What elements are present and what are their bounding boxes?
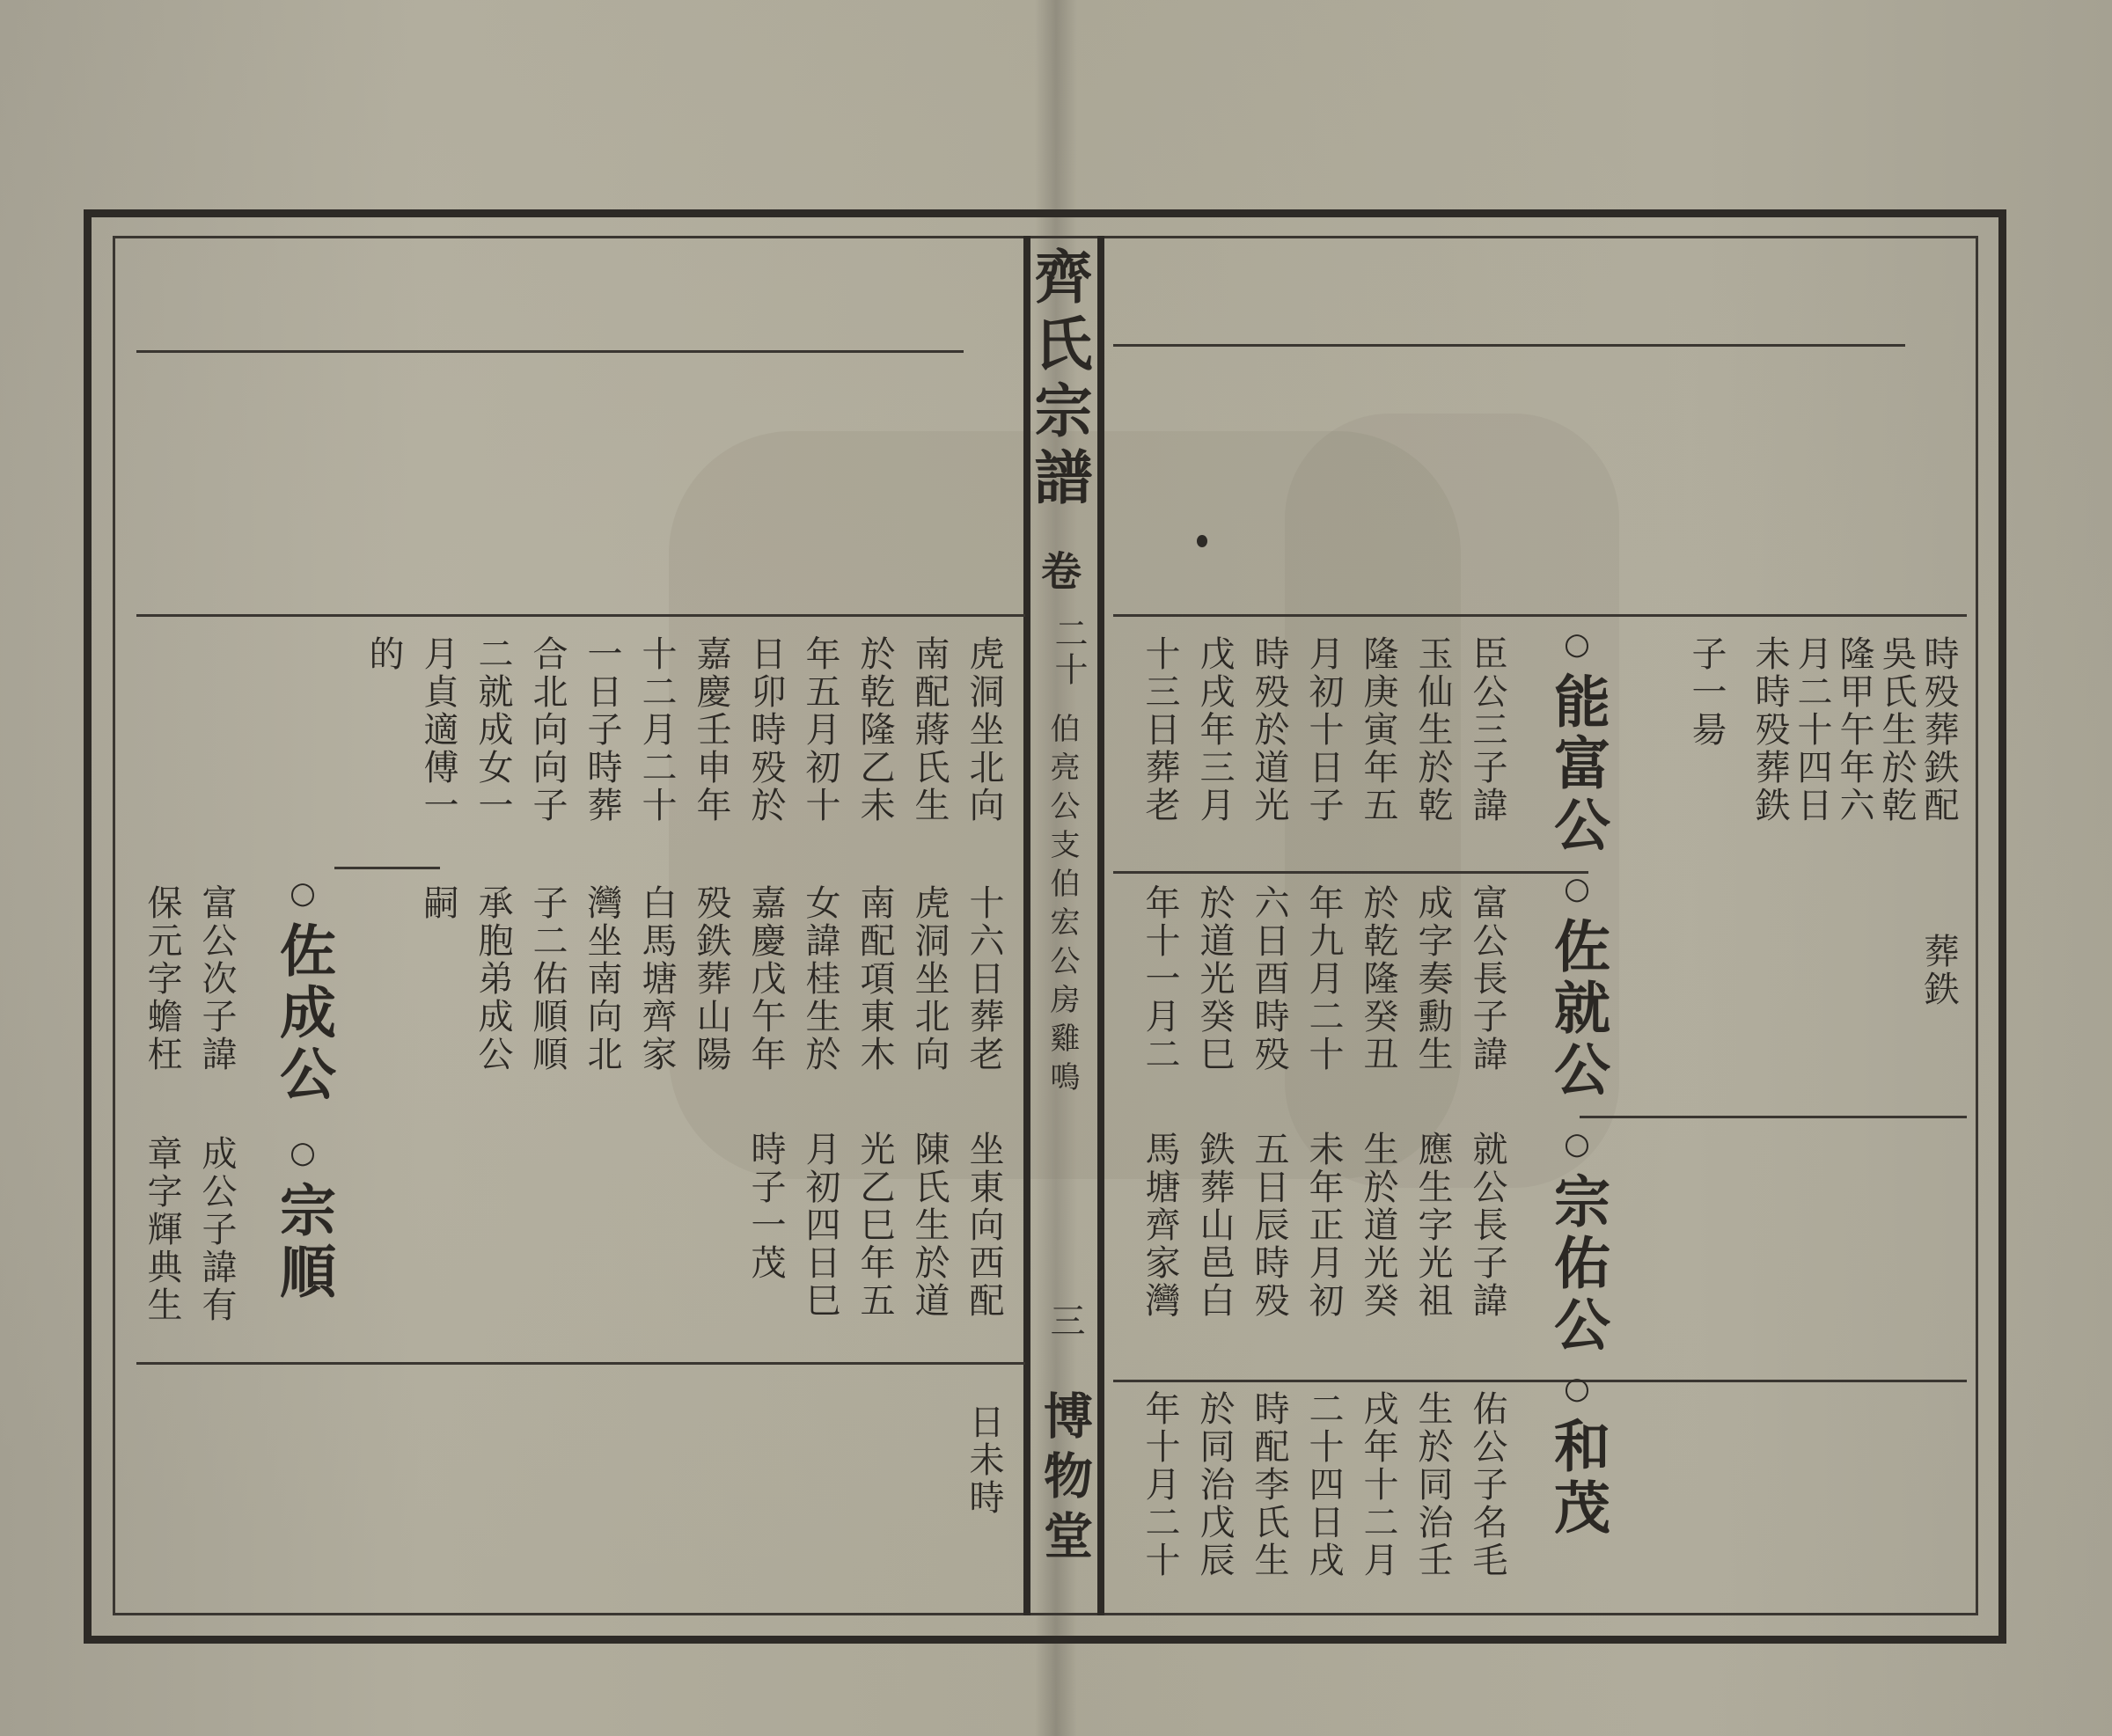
fu-entry-col-3: 隆庚寅年五 — [1358, 635, 1398, 824]
left-lower-col-11: 嗣 — [418, 884, 458, 922]
rule-right-bottom — [1113, 1380, 1967, 1382]
he-entry-col-4: 二十四日戌 — [1303, 1390, 1344, 1579]
left-lower-col-7: 白馬塘齊家 — [636, 884, 677, 1073]
gen-name-zuo-jiu: ○佐就公 — [1544, 871, 1610, 1102]
right-top-col-6: 子一昜 — [1686, 635, 1727, 749]
lineage-ring-icon: ○ — [1559, 1126, 1595, 1167]
lineage-ring-icon: ○ — [1559, 1371, 1595, 1411]
left-lower-col-4: 女諱桂生於 — [800, 884, 840, 1073]
he-entry-col-3: 戌年十二月 — [1358, 1390, 1398, 1579]
jiu-entry-col-5: 六日酉時殁 — [1249, 884, 1289, 1073]
left-lower-col-9: 子二佑順順 — [527, 884, 568, 1073]
fu-entry-col-6: 戊戌年三月 — [1194, 635, 1235, 824]
zong-entry-col-2: 應生字光祖 — [1412, 1131, 1453, 1320]
right-top-col-3: 隆甲午年六 — [1834, 635, 1874, 824]
ink-dot — [1197, 535, 1207, 547]
zong-entry-col-6: 鉄葬山邑白 — [1194, 1131, 1235, 1320]
rule-left-mid — [136, 614, 1025, 617]
left-upper-col-4: 年五月初十 — [800, 635, 840, 824]
gen-name-zuo-cheng: ○佐成公 — [270, 875, 336, 1106]
left-bottom-col-1: 坐東向西配 — [964, 1131, 1004, 1320]
lineage-ring-icon: ○ — [1559, 871, 1595, 912]
cheng-entry-col-2: 保元字蟾枉 — [142, 884, 182, 1073]
left-upper-col-9: 合北向向子 — [527, 635, 568, 824]
left-upper-col-3: 於乾隆乙未 — [854, 635, 895, 824]
right-top-col-5: 未時殁葬鉄 — [1749, 635, 1790, 824]
left-upper-col-11: 月貞適傅一 — [418, 635, 458, 824]
left-bottom-col-2: 陳氏生於道 — [909, 1131, 950, 1320]
spine-branch-heading: 伯亮公支伯宏公房雞鳴 — [1045, 713, 1080, 1100]
left-lower-col-10: 承胞弟成公 — [473, 884, 513, 1073]
fu-entry-col-5: 時殁於道光 — [1249, 635, 1289, 824]
left-bottom-col-3: 光乙巳年五 — [854, 1131, 895, 1320]
left-lower-col-1: 十六日葬老 — [964, 884, 1004, 1073]
left-upper-col-7: 十二月二十 — [636, 635, 677, 824]
fu-entry-col-7: 十三日葬老 — [1140, 635, 1180, 824]
left-upper-col-2: 南配蔣氏生 — [909, 635, 950, 824]
rule-left-bottom — [136, 1362, 1025, 1365]
left-lower-col-8: 灣坐南向北 — [582, 884, 622, 1073]
gen-name-he-mao: ○和茂 — [1544, 1371, 1610, 1540]
rule-left-small — [334, 867, 440, 869]
gen-name-neng-fu: ○能富公 — [1544, 626, 1610, 857]
left-lower-col-3: 南配項東木 — [854, 884, 895, 1073]
fu-entry-col-1: 臣公三子諱 — [1467, 635, 1507, 824]
cheng-entry-col-1: 富公次子諱 — [196, 884, 237, 1073]
spine-publisher: 博物堂 — [1036, 1390, 1094, 1570]
left-bottom-tail: 日未時 — [964, 1403, 1004, 1517]
right-top-col-2: 吳氏生於乾 — [1876, 635, 1917, 824]
spine-volume: 卷 — [1035, 550, 1082, 594]
jiu-entry-col-3: 於乾隆癸丑 — [1358, 884, 1398, 1073]
he-entry-col-7: 年十月二十 — [1140, 1390, 1180, 1579]
left-upper-col-1: 虎洞坐北向 — [964, 635, 1004, 824]
lineage-ring-icon: ○ — [285, 875, 320, 916]
left-upper-col-12: 的 — [363, 635, 404, 673]
shun-entry-col-2: 章字輝典生 — [142, 1135, 182, 1324]
rule-left-top — [136, 350, 964, 353]
left-lower-col-6: 殁鉄葬山陽 — [691, 884, 731, 1073]
zong-entry-col-7: 馬塘齊家灣 — [1140, 1131, 1180, 1320]
jiu-entry-col-1: 富公長子諱 — [1467, 884, 1507, 1073]
rule-right-small — [1113, 871, 1588, 874]
left-upper-col-6: 嘉慶壬申年 — [691, 635, 731, 824]
rule-right-lower — [1580, 1116, 1967, 1118]
zong-entry-col-3: 生於道光癸 — [1358, 1131, 1398, 1320]
left-upper-col-10: 二就成女一 — [473, 635, 513, 824]
jiu-entry-col-7: 年十一月二 — [1140, 884, 1180, 1073]
jiu-entry-col-6: 於道光癸巳 — [1194, 884, 1235, 1073]
gen-name-zong-shun: ○宗順 — [270, 1135, 336, 1304]
he-entry-col-6: 於同治戊辰 — [1194, 1390, 1235, 1579]
zong-entry-col-1: 就公長子諱 — [1467, 1131, 1507, 1320]
he-entry-col-1: 佑公子名毛 — [1467, 1390, 1507, 1579]
left-lower-col-5: 嘉慶戊午年 — [745, 884, 786, 1073]
rule-right-mid — [1113, 614, 1967, 617]
gen-name-zong-you: ○宗佑公 — [1544, 1126, 1610, 1357]
jiu-entry-col-2: 成字奏勳生 — [1412, 884, 1453, 1073]
left-lower-col-2: 虎洞坐北向 — [909, 884, 950, 1073]
spine-page-number: 三 — [1045, 1302, 1085, 1340]
spine-title: 齊氏宗譜 — [1024, 246, 1093, 514]
left-upper-col-8: 一日子時葬 — [582, 635, 622, 824]
shun-entry-col-1: 成公子諱有 — [196, 1135, 237, 1324]
zong-entry-col-4: 未年正月初 — [1303, 1131, 1344, 1320]
right-top-col-1: 時殁葬鉄配 — [1918, 635, 1959, 824]
rule-right-top — [1113, 344, 1905, 347]
he-entry-col-5: 時配李氏生 — [1249, 1390, 1289, 1579]
lineage-ring-icon: ○ — [285, 1135, 320, 1176]
left-upper-col-5: 日卯時殁於 — [745, 635, 786, 824]
zong-entry-col-5: 五日辰時殁 — [1249, 1131, 1289, 1320]
left-bottom-col-4: 月初四日巳 — [800, 1131, 840, 1320]
spine-chapter: 二十 — [1049, 616, 1088, 688]
he-entry-col-2: 生於同治壬 — [1412, 1390, 1453, 1579]
fu-entry-col-2: 玉仙生於乾 — [1412, 635, 1453, 824]
right-top-col-4: 月二十四日 — [1792, 635, 1832, 824]
right-top-tail: 葬鉄 — [1918, 933, 1959, 1008]
fu-entry-col-4: 月初十日子 — [1303, 635, 1344, 824]
lineage-ring-icon: ○ — [1559, 626, 1595, 667]
jiu-entry-col-4: 年九月二十 — [1303, 884, 1344, 1073]
left-bottom-col-5: 時子一茂 — [745, 1131, 786, 1282]
